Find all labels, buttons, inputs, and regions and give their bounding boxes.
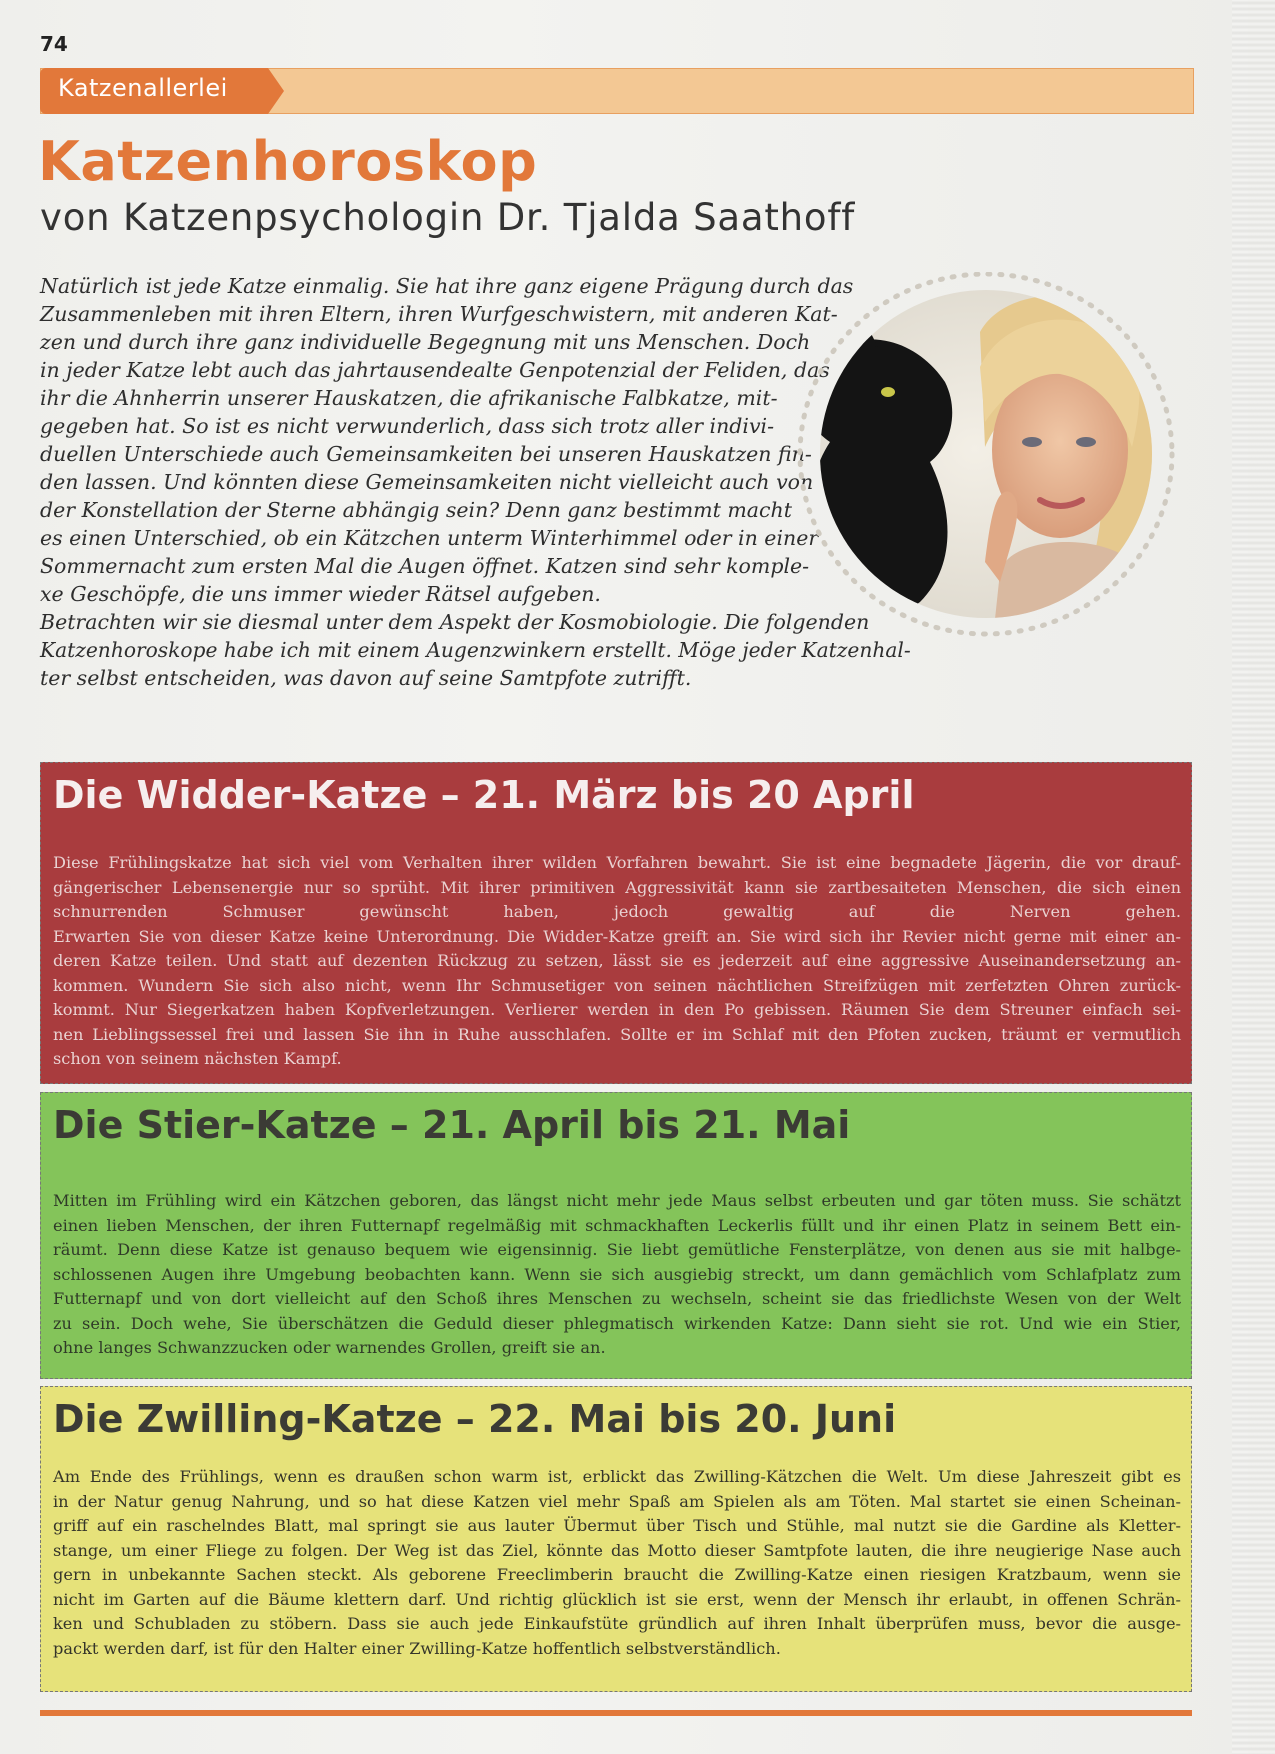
intro-line: xe Geschöpfe, die uns immer wieder Rätsel aufgeben. <box>40 582 601 606</box>
intro-line: in jeder Katze lebt auch das jahrtausendealte Genpotenzial der Feliden, das <box>40 358 830 382</box>
section-text-line: räumt. Denn diese Katze ist genauso bequem wie eigensinnig. Sie liebt gemütliche Fensterplätze, von denen aus sie mit halbge- <box>53 1240 1181 1259</box>
section-text-line: Diese Frühlingskatze hat sich viel vom Verhalten ihrer wilden Vorfahren bewahrt. Sie ist eine begnadete Jägerin, die vor drauf- <box>53 853 1181 872</box>
stier-heading: Die Stier-Katze – 21. April bis 21. Mai <box>53 1103 851 1147</box>
bottom-rule <box>40 1710 1192 1716</box>
zwilling-section <box>40 1386 1192 1692</box>
intro-line: duellen Unterschiede auch Gemeinsamkeiten bei unseren Hauskatzen fin- <box>40 442 812 466</box>
stier-body <box>53 1189 1181 1361</box>
section-text-line: kommt. Nur Siegerkatzen haben Kopfverletzungen. Verlierer werden in den Po gebissen. Räumen Sie dem Streuner einfach sei- <box>53 1000 1181 1019</box>
section-text-line: einen lieben Menschen, der ihren Futternapf regelmäßig mit schmackhaften Leckerlis füllt und ihr einen Platz in seinem Bett ein- <box>53 1215 1181 1235</box>
zwilling-heading: Die Zwilling-Katze – 22. Mai bis 20. Juni <box>53 1397 897 1441</box>
section-text-line: gern in unbekannte Sachen steckt. Als geborene Freeclimberin braucht die Zwilling-Katze einen riesigen Kratzbaum, wenn sie <box>53 1565 1181 1584</box>
section-text-line: in der Natur genug Nahrung, und so hat diese Katzen viel mehr Spaß am Spielen als am Töten. Mal startet sie einen Scheinan- <box>53 1491 1181 1511</box>
section-text-line: schnurrenden Schmuser gewünscht haben, jedoch gewaltig auf die Nerven gehen. <box>53 902 1181 921</box>
page-number: 74 <box>40 32 68 56</box>
section-text-line: gängerischer Lebensenergie nur so sprüht. Mit ihrer primitiven Aggressivität kann sie zartbesaiteten Menschen, die sich einen <box>53 877 1181 897</box>
widder-heading: Die Widder-Katze – 21. März bis 20 April <box>53 773 915 817</box>
section-text-line: schon von seinem nächsten Kampf. <box>53 1049 342 1068</box>
intro-line: der Konstellation der Sterne abhängig sein? Denn ganz bestimmt macht <box>40 498 792 522</box>
section-text-line: zu sein. Doch wehe, Sie überschätzen die Geduld dieser phlegmatisch wirkenden Katze: Dann sieht sie rot. Und wie ein Stier, <box>53 1313 1181 1333</box>
author-portrait-with-cat <box>760 272 1190 666</box>
intro-line: Sommernacht zum ersten Mal die Augen öffnet. Katzen sind sehr komple- <box>40 554 810 578</box>
intro-line: zen und durch ihre ganz individuelle Begegnung mit uns Menschen. Doch <box>40 330 811 354</box>
intro-line: Natürlich ist jede Katze einmalig. Sie hat ihre ganz eigene Prägung durch das <box>40 274 854 298</box>
intro-line: Zusammenleben mit ihren Eltern, ihren Wurfgeschwistern, mit anderen Kat- <box>40 302 838 326</box>
section-text-line: stange, um einer Fliege zu folgen. Der Weg ist das Ziel, könnte das Motto dieser Samtpfote lauten, die ihre neugierige Nase auch <box>53 1540 1181 1560</box>
section-text-line: ken und Schubladen zu stöbern. Dass sie auch jede Einkaufstüte gründlich auf ihren Inhalt überprüfen muss, bevor die ausge- <box>53 1614 1181 1633</box>
intro-line: Katzenhoroskope habe ich mit einem Augenzwinkern erstellt. Möge jeder Katzenhal- <box>40 638 911 662</box>
section-text-line: Futternapf und von dort vielleicht auf den Schoß ihres Menschen zu wechseln, scheint sie das friedlichste Wesen von der Welt <box>53 1289 1181 1308</box>
section-text-line: kommen. Wundern Sie sich also nicht, wenn Ihr Schmusetiger von seinen nächtlichen Streifzügen mit zerfetzten Ohren zurück- <box>53 975 1181 995</box>
torn-paper-edge <box>1232 0 1275 1754</box>
section-text-line: Erwarten Sie von dieser Katze keine Unterordnung. Die Widder-Katze greift an. Sie wird sich ihr Revier nicht gerne mit einer an- <box>53 926 1181 946</box>
section-tag-label: Katzenallerlei <box>58 74 228 102</box>
intro-line: ter selbst entscheiden, was davon auf seine Samtpfote zutrifft. <box>40 666 692 690</box>
section-text-line: deren Katze teilen. Und statt auf dezenten Rückzug zu setzen, lässt sie es jederzeit auf eine aggressive Auseinandersetzung an- <box>53 951 1181 970</box>
widder-section <box>40 762 1192 1084</box>
article-title: Katzenhoroskop <box>38 130 538 193</box>
article-subtitle: von Katzenpsychologin Dr. Tjalda Saathoff <box>40 196 856 239</box>
intro-line: es einen Unterschied, ob ein Kätzchen unterm Winterhimmel oder in einer <box>40 526 819 550</box>
section-text-line: Am Ende des Frühlings, wenn es draußen schon warm ist, erblickt das Zwilling-Kätzchen die Welt. Um diese Jahreszeit gibt es <box>53 1467 1181 1486</box>
stier-section <box>40 1092 1192 1379</box>
section-text-line: Mitten im Frühling wird ein Kätzchen geboren, das längst nicht mehr jede Maus selbst erbeuten und gar töten muss. Sie schätzt <box>53 1191 1181 1210</box>
zwilling-body <box>53 1465 1181 1661</box>
section-text-line: griff auf ein raschelndes Blatt, mal springt sie aus lauter Übermut über Tisch und Stühle, mal nutzt sie die Gardine als Kletter- <box>53 1516 1181 1535</box>
intro-line: gegeben hat. So ist es nicht verwunderlich, dass sich trotz aller indivi- <box>40 414 775 438</box>
intro-line: Betrachten wir sie diesmal unter dem Aspekt der Kosmobiologie. Die folgenden <box>40 610 870 634</box>
section-text-line: nen Lieblingssessel frei und lassen Sie ihn in Ruhe ausschlafen. Sollte er im Schlaf mit den Pfoten zucken, träumt er vermutlich <box>53 1024 1181 1044</box>
section-text-line: schlossenen Augen ihre Umgebung beobachten kann. Wenn sie sich ausgiebig streckt, um dann gemächlich vom Schlafplatz zum <box>53 1264 1181 1284</box>
section-text-line: ohne langes Schwanzzucken oder warnendes Grollen, greift sie an. <box>53 1338 606 1357</box>
intro-line: ihr die Ahnherrin unserer Hauskatzen, die afrikanische Falbkatze, mit- <box>40 386 778 410</box>
section-text-line: nicht im Garten auf die Bäume klettern darf. Und richtig glücklich ist sie erst, wenn der Mensch ihr erlaubt, in offenen Schrän- <box>53 1589 1181 1609</box>
section-text-line: packt werden darf, ist für den Halter einer Zwilling-Katze hoffentlich selbstverständlich. <box>53 1638 781 1658</box>
widder-body <box>53 851 1181 1072</box>
intro-line: den lassen. Und könnten diese Gemeinsamkeiten nicht vielleicht auch von <box>40 470 814 494</box>
